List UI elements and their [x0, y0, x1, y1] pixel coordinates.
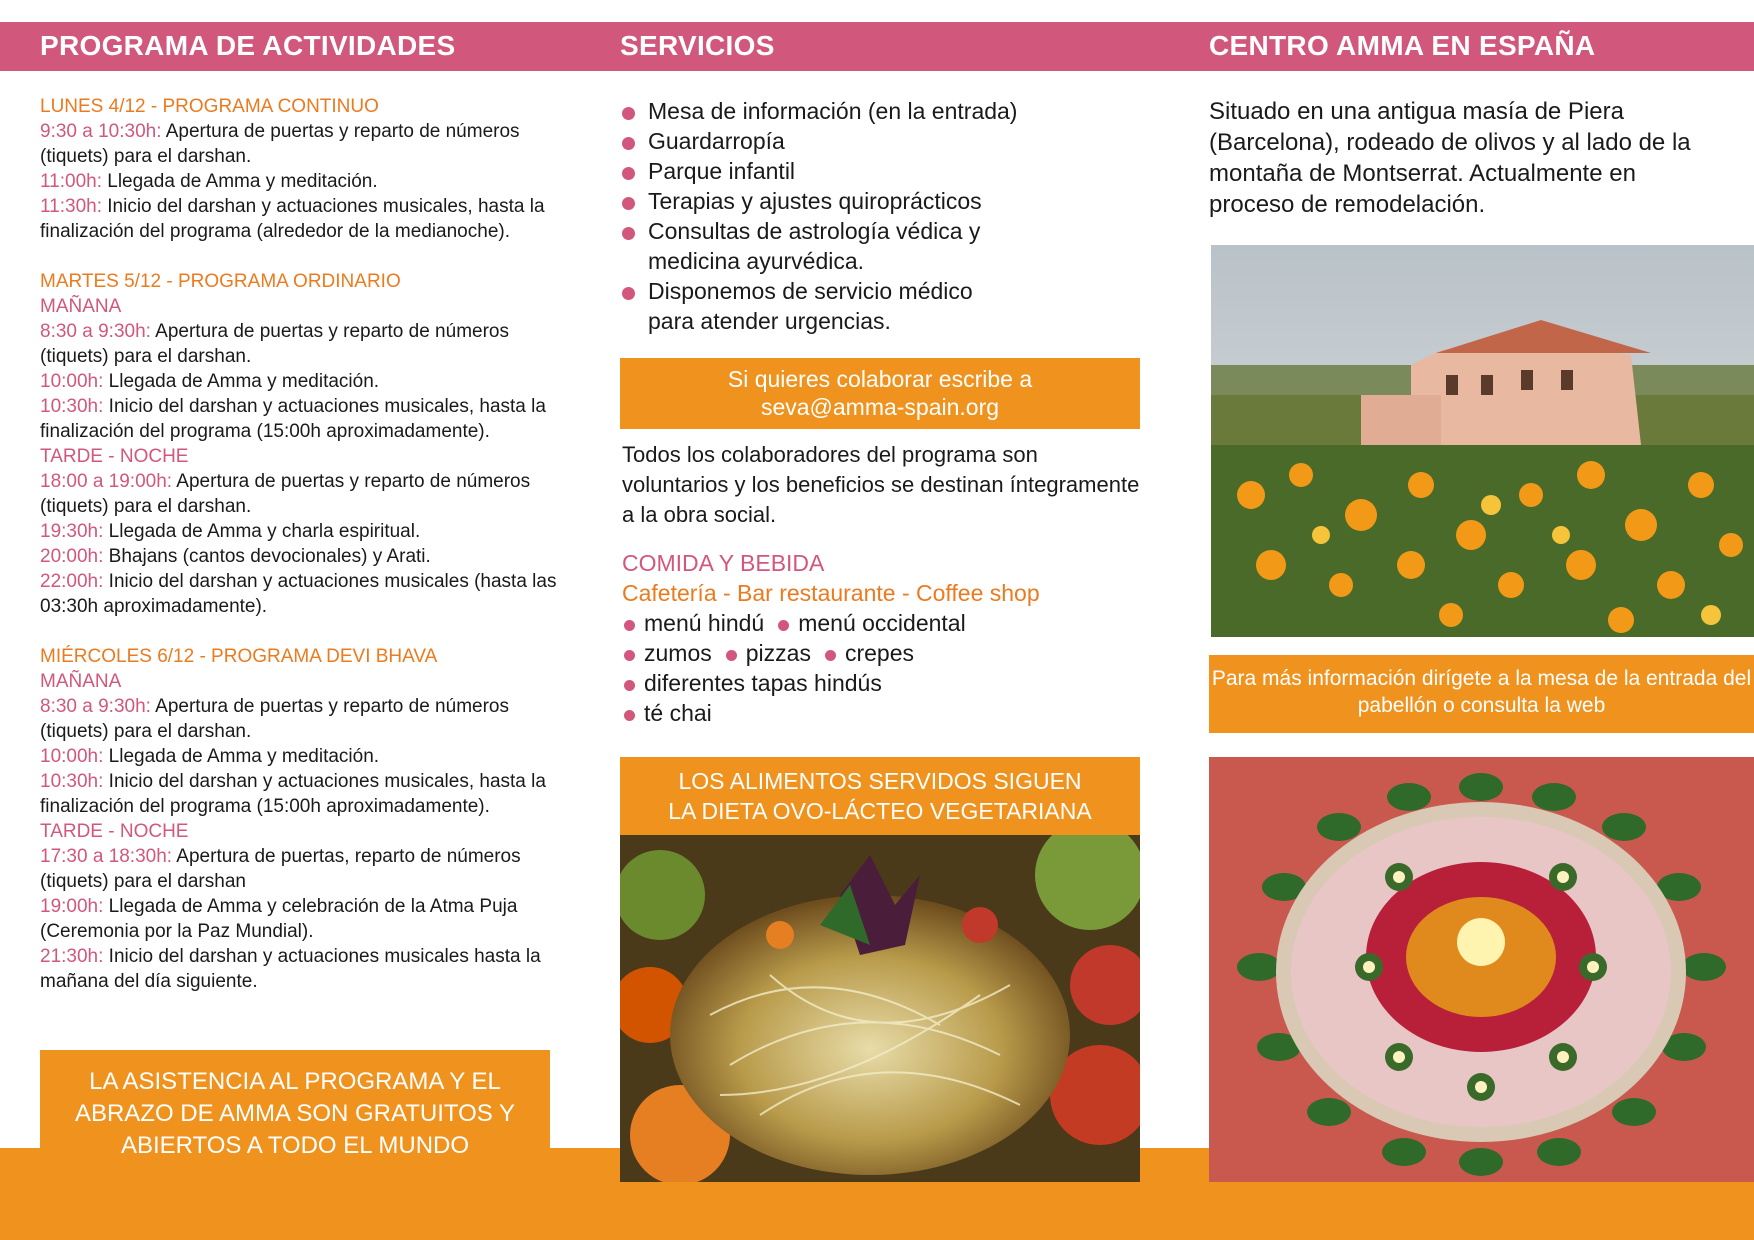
program-entry — [40, 519, 560, 544]
collaborate-text: Si quieres colaborar escribe a — [727, 366, 1033, 392]
program-entry — [40, 844, 560, 894]
food-row — [622, 638, 1142, 668]
bullet-icon — [825, 650, 836, 661]
entry-text: Llegada de Amma y celebración de la Atma Puja (Ceremonia por la Paz Mundial). — [40, 896, 518, 942]
center-title: CENTRO AMMA EN ESPAÑA — [1209, 30, 1596, 61]
program-entry — [40, 394, 560, 444]
services-list — [620, 96, 1140, 336]
bullet-icon — [622, 167, 635, 180]
service-item — [620, 276, 1018, 336]
diet-line-2: LA DIETA OVO-LÁCTEO VEGETARIANA — [668, 798, 1092, 824]
service-item — [620, 216, 1018, 276]
entry-text: Llegada de Amma y charla espiritual. — [103, 521, 421, 542]
bullet-icon — [778, 620, 789, 631]
monday-section — [40, 94, 560, 244]
service-item — [620, 126, 1140, 156]
entry-text: Apertura de puertas y reparto de números (tiquets) para el darshan. — [40, 696, 509, 742]
entry-time: 9:30 a 10:30h: — [40, 121, 162, 142]
entry-text: Apertura de puertas, reparto de números (tiquets) para el darshan — [40, 846, 521, 892]
mandala-photo — [1209, 757, 1754, 1182]
food-item-label: menú hindú — [644, 610, 765, 636]
service-item — [620, 186, 1140, 216]
more-info-box: Para más información dirígete a la mesa de la entrada del pabellón o consulta la web — [1209, 655, 1754, 733]
program-entry — [40, 569, 560, 619]
entry-text: Apertura de puertas y reparto de números (tiquets) para el darshan. — [40, 471, 531, 517]
wednesday-section — [40, 644, 560, 994]
program-entry — [40, 944, 560, 994]
entry-time: 10:30h: — [40, 771, 104, 792]
diet-box — [620, 757, 1140, 835]
entry-text: Apertura de puertas y reparto de números (tiquets) para el darshan. — [40, 321, 509, 367]
program-entry — [40, 169, 560, 194]
food-item — [622, 668, 882, 698]
service-label: Consultas de astrología védica y medicina ayurvédica. — [648, 218, 981, 274]
bullet-icon — [624, 710, 635, 721]
entry-time: 20:00h: — [40, 546, 104, 567]
entry-text: Llegada de Amma y meditación. — [103, 371, 380, 392]
service-label: Terapias y ajustes quiroprácticos — [648, 188, 982, 214]
service-label: Disponemos de servicio médico para atender urgencias. — [648, 278, 973, 334]
bullet-icon — [726, 650, 737, 661]
program-entry — [40, 744, 560, 769]
entry-time: 8:30 a 9:30h: — [40, 696, 151, 717]
program-entry — [40, 194, 560, 244]
program-column — [40, 94, 560, 1019]
program-entry — [40, 694, 560, 744]
food-row — [622, 698, 1142, 728]
service-label: Guardarropía — [648, 128, 785, 154]
food-item-label: pizzas — [745, 640, 811, 666]
entry-time: 17:30 a 18:30h: — [40, 846, 173, 867]
entry-time: 21:30h: — [40, 946, 104, 967]
bullet-icon — [624, 620, 635, 631]
diet-line-1: LOS ALIMENTOS SERVIDOS SIGUEN — [678, 768, 1082, 794]
food-section — [622, 548, 1142, 728]
collaborate-box — [620, 358, 1140, 429]
entry-time: 19:00h: — [40, 896, 104, 917]
bullet-icon — [624, 680, 635, 691]
monday-title: LUNES 4/12 - PROGRAMA CONTINUO — [40, 96, 379, 117]
entry-time: 18:00 a 19:00h: — [40, 471, 173, 492]
bullet-icon — [622, 227, 635, 240]
program-entry — [40, 769, 560, 819]
program-entry — [40, 119, 560, 169]
bullet-icon — [622, 287, 635, 300]
entry-time: 10:30h: — [40, 396, 104, 417]
services-title: SERVICIOS — [620, 30, 775, 61]
program-title: PROGRAMA DE ACTIVIDADES — [40, 30, 456, 61]
entry-text: Inicio del darshan y actuaciones musicales hasta la mañana del día siguiente. — [40, 946, 541, 992]
food-item — [823, 638, 914, 668]
food-item — [622, 698, 712, 728]
service-label: Parque infantil — [648, 158, 796, 184]
entry-text: Inicio del darshan y actuaciones musicales (hasta las 03:30h aproximadamente). — [40, 571, 557, 617]
evening-label: TARDE - NOCHE — [40, 446, 189, 467]
bullet-icon — [622, 197, 635, 210]
food-item-label: zumos — [644, 640, 712, 666]
entry-time: 10:00h: — [40, 371, 104, 392]
service-label: Mesa de información (en la entrada) — [648, 98, 1018, 124]
tuesday-section — [40, 269, 560, 619]
evening-label: TARDE - NOCHE — [40, 821, 189, 842]
entry-time: 11:30h: — [40, 196, 102, 217]
food-item — [776, 608, 966, 638]
food-row — [622, 668, 1142, 698]
food-item-label: té chai — [644, 700, 712, 726]
program-entry — [40, 369, 560, 394]
entry-text: Inicio del darshan y actuaciones musicales, hasta la finalización del programa (15:00h aproximadamente). — [40, 396, 546, 442]
food-item-label: menú occidental — [798, 610, 966, 636]
food-item — [724, 638, 811, 668]
entry-text: Llegada de Amma y meditación. — [101, 171, 378, 192]
food-item-label: diferentes tapas hindús — [644, 670, 882, 696]
food-item — [622, 608, 764, 638]
entry-time: 10:00h: — [40, 746, 104, 767]
center-description: Situado en una antigua masía de Piera (Barcelona), rodeado de olivos y al lado de la montaña de Montserrat. Actualmente en proceso de remodelación. — [1209, 98, 1691, 218]
service-item — [620, 96, 1140, 126]
program-entry — [40, 544, 560, 569]
morning-label: MAÑANA — [40, 296, 122, 317]
bullet-icon — [624, 650, 635, 661]
wednesday-title: MIÉRCOLES 6/12 - PROGRAMA DEVI BHAVA — [40, 646, 438, 667]
entry-time: 22:00h: — [40, 571, 104, 592]
entry-time: 19:30h: — [40, 521, 104, 542]
morning-label: MAÑANA — [40, 671, 122, 692]
collaborate-email-link[interactable]: seva@amma-spain.org — [760, 394, 1000, 420]
entry-text: Inicio del darshan y actuaciones musicales, hasta la finalización del programa (15:00h aproximadamente). — [40, 771, 546, 817]
bullet-icon — [622, 137, 635, 150]
entry-text: Apertura de puertas y reparto de números (tiquets) para el darshan. — [40, 121, 520, 167]
entry-text: Llegada de Amma y meditación. — [103, 746, 380, 767]
entry-text: Bhajans (cantos devocionales) y Arati. — [103, 546, 431, 567]
food-item — [622, 638, 712, 668]
bullet-icon — [622, 107, 635, 120]
program-entry — [40, 319, 560, 369]
service-item — [620, 156, 1140, 186]
free-attendance-notice: LA ASISTENCIA AL PROGRAMA Y EL ABRAZO DE AMMA SON GRATUITOS Y ABIERTOS A TODO EL MUNDO — [40, 1050, 550, 1164]
entry-text: Inicio del darshan y actuaciones musicales, hasta la finalización del programa (alrededor de la medianoche). — [40, 196, 545, 242]
house-photo — [1211, 245, 1754, 637]
entry-time: 11:00h: — [40, 171, 102, 192]
program-entry — [40, 894, 560, 944]
food-subtitle: Cafetería - Bar restaurante - Coffee shop — [622, 580, 1040, 606]
services-column — [620, 96, 1140, 336]
program-entry — [40, 469, 560, 519]
salad-photo — [620, 835, 1140, 1182]
food-row — [622, 608, 1142, 638]
food-title: COMIDA Y BEBIDA — [622, 550, 825, 576]
tuesday-title: MARTES 5/12 - PROGRAMA ORDINARIO — [40, 271, 401, 292]
entry-time: 8:30 a 9:30h: — [40, 321, 151, 342]
food-item-label: crepes — [844, 640, 914, 666]
volunteers-text: Todos los colaboradores del programa son voluntarios y los beneficios se destinan íntegramente a la obra social. — [622, 442, 1140, 527]
